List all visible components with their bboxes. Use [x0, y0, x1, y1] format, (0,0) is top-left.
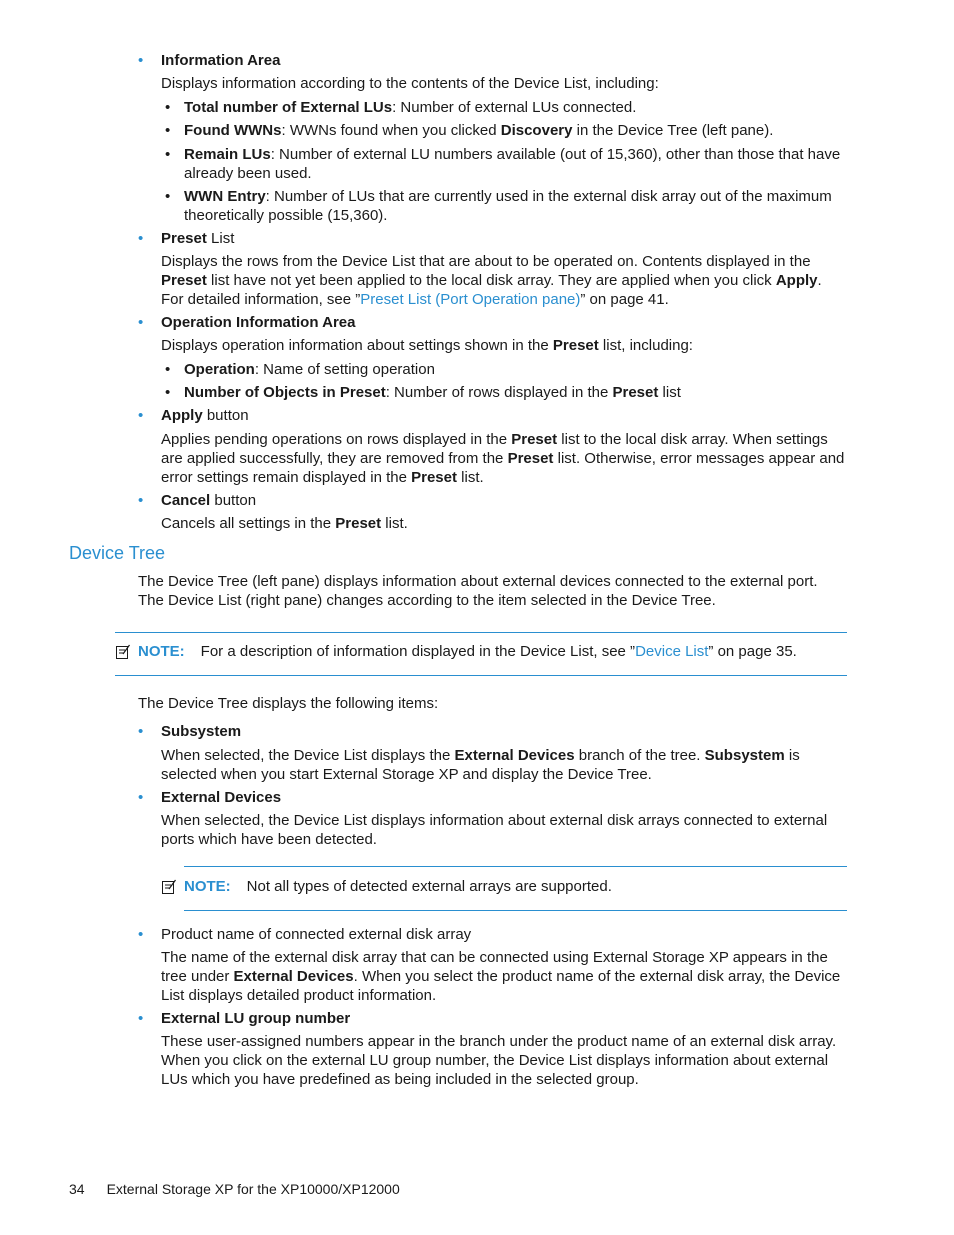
- product-name-title: Product name of connected external disk array: [161, 926, 472, 943]
- operation-info-desc: Displays operation information about settings shown in the Preset list, including:: [161, 337, 693, 354]
- sub-bullet: •: [165, 384, 171, 401]
- external-devices-desc: When selected, the Device List displays information about external disk arrays connected to external ports which have been detected.: [161, 812, 828, 848]
- page-number: 34: [69, 1181, 85, 1197]
- found-wwns-item: Found WWNs: WWNs found when you clicked Discovery in the Device Tree (left pane).: [184, 122, 774, 139]
- section-heading-device-tree: Device Tree: [69, 543, 166, 563]
- device-tree-intro: The Device Tree (left pane) displays information about external devices connected to the external port. The Device List (right pane) changes according to the item selected in the Device Tree.: [138, 573, 818, 609]
- preset-list-title: Preset List: [161, 230, 235, 247]
- bullet: •: [138, 407, 144, 424]
- page-footer: [69, 1180, 400, 1199]
- bullet: •: [138, 789, 144, 806]
- cancel-button-title: Cancel button: [161, 492, 257, 509]
- subsystem-desc: When selected, the Device List displays the External Devices branch of the tree. Subsystem is selected when you start External Storage XP and display the Device Tree.: [161, 747, 800, 783]
- product-name-desc: The name of the external disk array that can be connected using External Storage XP appears in the tree under External Devices. When you select the product name of the external disk array, the Device List displays detailed product information.: [161, 949, 841, 1004]
- sub-bullet: •: [165, 122, 171, 139]
- note-top-rule: [115, 632, 847, 633]
- bullet: •: [138, 723, 144, 740]
- remain-lus-item: Remain LUs: Number of external LU numbers available (out of 15,360), other than those that have already been used.: [184, 146, 841, 182]
- preset-list-link[interactable]: Preset List (Port Operation pane): [360, 291, 581, 308]
- note-top-rule: [184, 866, 847, 867]
- number-of-objects-item: Number of Objects in Preset: Number of rows displayed in the Preset list: [184, 384, 681, 401]
- sub-bullet: •: [165, 99, 171, 116]
- bullet: •: [138, 926, 144, 943]
- sub-bullet: •: [165, 188, 171, 205]
- wwn-entry-item: WWN Entry: Number of LUs that are currently used in the external disk array out of the maximum theoretically possible (15,360).: [184, 188, 832, 224]
- note-unsupported-arrays: NOTE: Not all types of detected external arrays are supported.: [184, 878, 612, 895]
- sub-bullet: •: [165, 361, 171, 378]
- external-lu-group-title: External LU group number: [161, 1010, 351, 1027]
- note-icon: [115, 644, 131, 660]
- external-lu-group-desc: These user-assigned numbers appear in the branch under the product name of an external disk array. When you click on the external LU group number, the Device List displays information about external LUs which you have predefined as being included in the selected group.: [161, 1033, 837, 1088]
- bullet: •: [138, 1010, 144, 1027]
- operation-info-title: Operation Information Area: [161, 314, 356, 331]
- info-area-desc: Displays information according to the contents of the Device List, including:: [161, 75, 659, 92]
- footer-title: External Storage XP for the XP10000/XP12000: [106, 1181, 400, 1197]
- bullet: •: [138, 492, 144, 509]
- cancel-button-desc: Cancels all settings in the Preset list.: [161, 515, 408, 532]
- note-bottom-rule: [184, 910, 847, 911]
- total-external-lus-item: Total number of External LUs: Number of external LUs connected.: [184, 99, 637, 116]
- device-list-link[interactable]: Device List: [635, 643, 709, 660]
- info-area-title: Information Area: [161, 52, 281, 69]
- device-tree-displays: The Device Tree displays the following items:: [138, 695, 439, 712]
- note-icon: [161, 879, 177, 895]
- sub-bullet: •: [165, 146, 171, 163]
- preset-list-desc: Displays the rows from the Device List that are about to be operated on. Contents displayed in the Preset list have not yet been applied to the local disk array. They are applied when you click Apply. For detailed information, see ”Preset List (Port Operation pane)” on page 41.: [161, 253, 822, 308]
- note-device-list: NOTE: For a description of information displayed in the Device List, see ”Device List” on page 35.: [138, 643, 797, 660]
- operation-item: Operation: Name of setting operation: [184, 361, 435, 378]
- external-devices-title: External Devices: [161, 789, 282, 806]
- bullet: •: [138, 230, 144, 247]
- bullet: •: [138, 52, 144, 69]
- apply-button-title: Apply button: [161, 407, 249, 424]
- note-bottom-rule: [115, 675, 847, 676]
- apply-button-desc: Applies pending operations on rows displayed in the Preset list to the local disk array. When settings are applied successfully, they are removed from the Preset list. Otherwise, error messages appear and error settings remain displayed in the Preset list.: [161, 431, 845, 486]
- subsystem-title: Subsystem: [161, 723, 242, 740]
- bullet: •: [138, 314, 144, 331]
